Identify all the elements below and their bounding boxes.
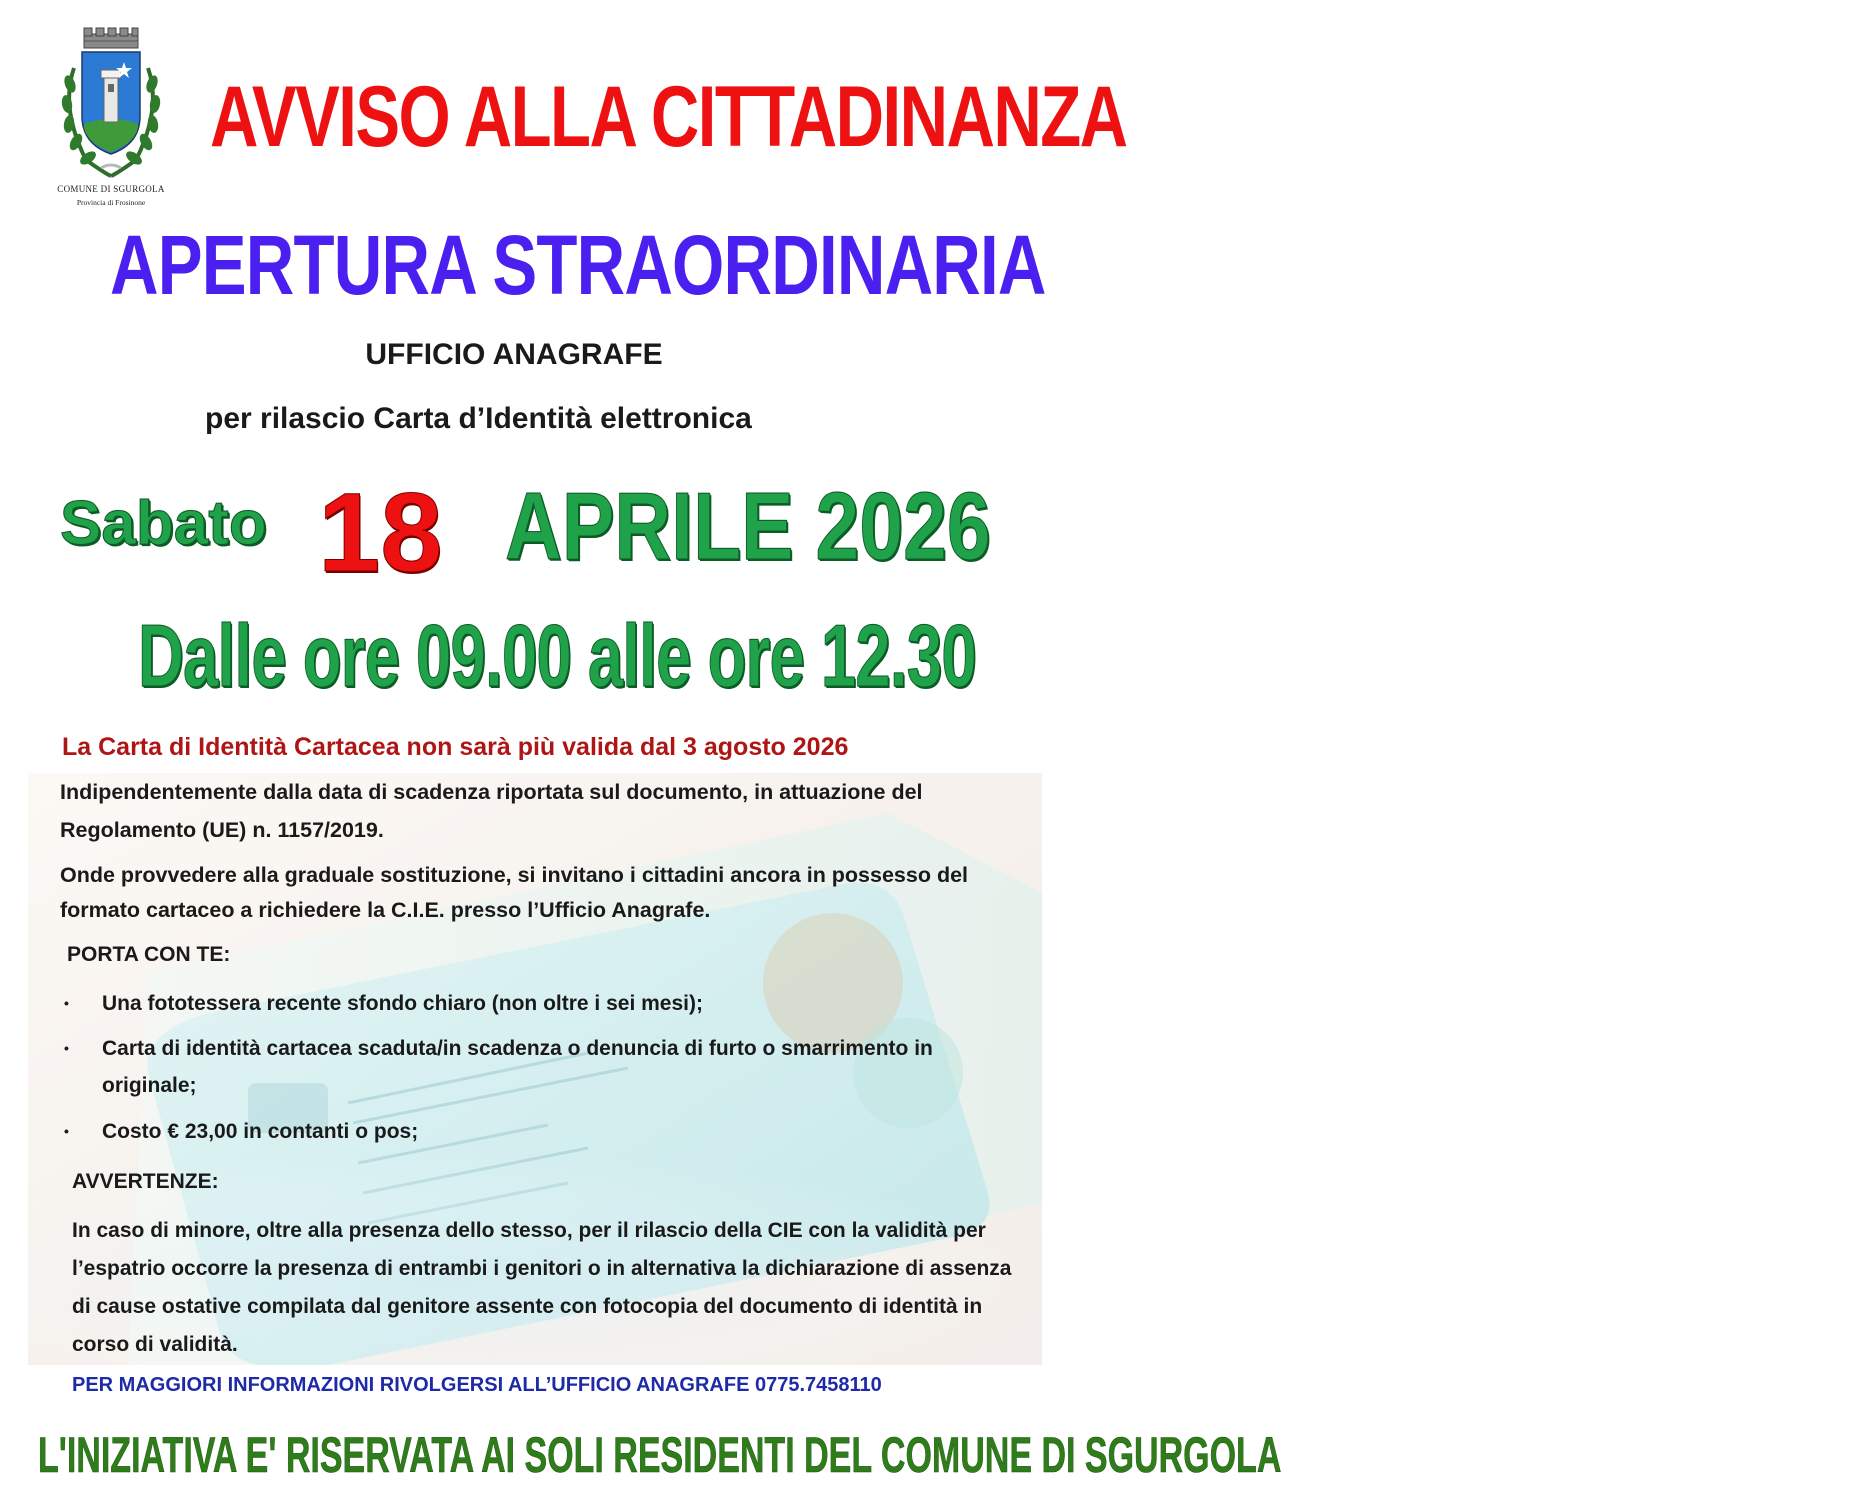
purpose-line: per rilascio Carta d’Identità elettronica bbox=[205, 402, 752, 435]
province-name: Provincia di Frosinone bbox=[76, 198, 146, 207]
opening-hours bbox=[138, 606, 976, 706]
coat-of-arms-icon bbox=[46, 28, 176, 184]
minors-paragraph: In caso di minore, oltre alla presenza dello stesso, per il rilascio della CIE con la validità per l’espatrio occorre la presenza di entrambi i genitori o in alternativa la dichiarazione di assenza di cause ostative compilata dal genitore assente con fotocopia del documento di identità in corso di validità. bbox=[72, 1219, 1012, 1356]
contact-info: PER MAGGIORI INFORMAZIONI RIVOLGERSI ALL’UFFICIO ANAGRAFE 0775.7458110 bbox=[72, 1374, 882, 1396]
office-name-text: UFFICIO ANAGRAFE bbox=[365, 338, 663, 371]
office-name bbox=[0, 338, 1078, 372]
notice-subtitle bbox=[110, 218, 1046, 312]
requirement-item bbox=[60, 985, 1010, 1022]
opening-hours-text: Dalle ore 09.00 alle ore 12.30 bbox=[138, 606, 976, 705]
notice-subtitle-text: APERTURA STRAORDINARIA bbox=[110, 218, 1046, 312]
date-month-year bbox=[505, 472, 991, 582]
requirements-heading: PORTA CON TE: bbox=[67, 943, 231, 966]
requirement-text: Costo € 23,00 in contanti o pos; bbox=[102, 1120, 419, 1143]
notice-title-text: AVVISO ALLA CITTADINANZA bbox=[210, 69, 1127, 165]
bullet-icon: • bbox=[64, 995, 69, 1011]
date-month-year-text: APRILE 2026 bbox=[505, 473, 991, 580]
warnings-heading: AVVERTENZE: bbox=[72, 1170, 219, 1193]
municipal-crest bbox=[46, 28, 176, 218]
validity-warning: La Carta di Identità Cartacea non sarà più valida dal 3 agosto 2026 bbox=[62, 733, 849, 761]
residents-only-text: L'INIZIATIVA E' RISERVATA AI SOLI RESIDENTI DEL COMUNE DI SGURGOLA bbox=[38, 1427, 1282, 1483]
regulation-paragraph: Indipendentemente dalla data di scadenza riportata sul documento, in attuazione del Regolamento (UE) n. 1157/2019. bbox=[60, 780, 923, 842]
requirement-item bbox=[60, 1030, 1010, 1104]
requirement-text: Una fototessera recente sfondo chiaro (non oltre i sei mesi); bbox=[102, 992, 703, 1015]
bullet-icon: • bbox=[64, 1040, 69, 1056]
date-day: 18 bbox=[318, 470, 443, 595]
residents-only-footer bbox=[38, 1425, 1282, 1485]
municipality-name: COMUNE DI SGURGOLA bbox=[57, 184, 165, 194]
requirement-item bbox=[60, 1113, 1010, 1150]
notice-title bbox=[210, 69, 1127, 165]
date-weekday: Sabato bbox=[60, 489, 267, 558]
requirement-text: Carta di identità cartacea scaduta/in scadenza o denuncia di furto o smarrimento in originale; bbox=[102, 1037, 933, 1097]
replacement-paragraph: Onde provvedere alla graduale sostituzione, si invitano i cittadini ancora in possesso del formato cartaceo a richiedere la C.I.E. presso l’Ufficio Anagrafe. bbox=[60, 863, 969, 922]
bullet-icon: • bbox=[64, 1123, 69, 1139]
